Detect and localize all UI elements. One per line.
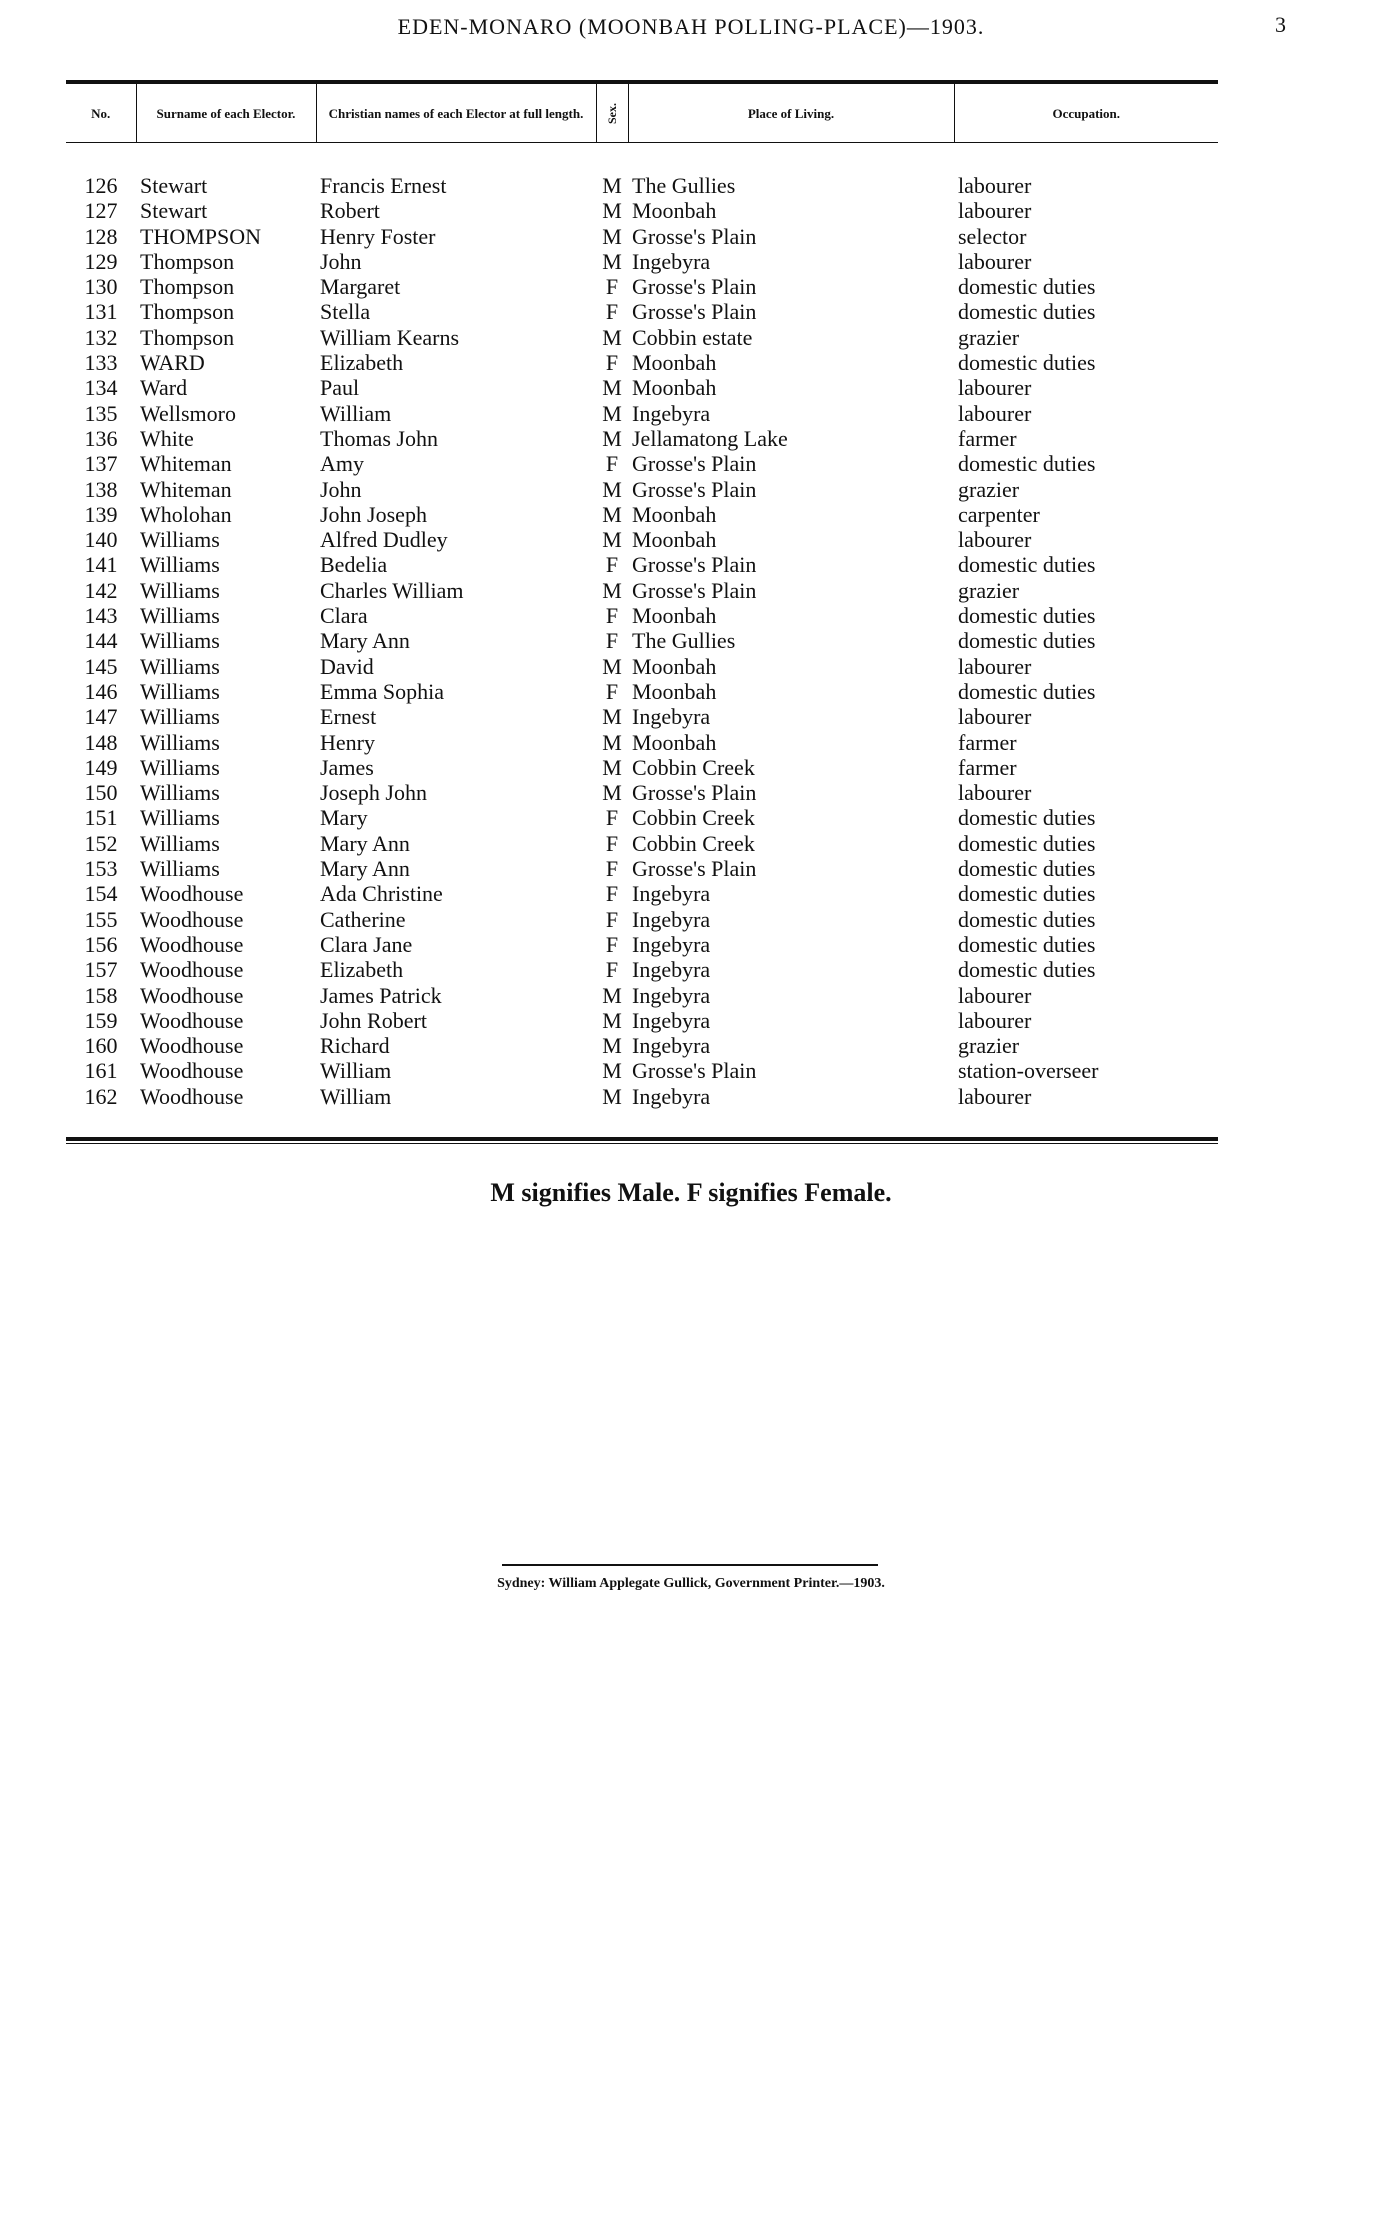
elector-christian-names: Henry Foster bbox=[320, 223, 436, 249]
elector-place-of-living: Cobbin Creek bbox=[632, 805, 755, 831]
elector-place-of-living: Moonbah bbox=[632, 501, 717, 527]
elector-number: 152 bbox=[84, 830, 118, 856]
elector-christian-names: Paul bbox=[320, 375, 360, 401]
elector-number: 140 bbox=[84, 527, 118, 553]
elector-place-of-living: Grosse's Plain bbox=[632, 1058, 757, 1084]
elector-place-of-living: Moonbah bbox=[632, 350, 717, 376]
table-row bbox=[66, 932, 1218, 957]
elector-occupation: domestic duties bbox=[958, 856, 1096, 882]
elector-christian-names: Mary bbox=[320, 805, 368, 831]
elector-place-of-living: Jellamatong Lake bbox=[632, 425, 788, 451]
table-row bbox=[66, 198, 1218, 223]
elector-occupation: labourer bbox=[958, 653, 1032, 679]
table-row bbox=[66, 578, 1218, 603]
elector-number: 149 bbox=[84, 754, 118, 780]
elector-christian-names: John bbox=[320, 476, 362, 502]
elector-number: 162 bbox=[84, 1083, 118, 1109]
elector-surname: Williams bbox=[140, 527, 220, 553]
elector-christian-names: Charles William bbox=[320, 577, 464, 603]
elector-christian-names: Emma Sophia bbox=[320, 678, 445, 704]
table-header-row bbox=[66, 84, 1218, 143]
column-header-occupation: Occupation. bbox=[954, 84, 1218, 143]
electoral-roll bbox=[66, 80, 1218, 1144]
elector-sex: M bbox=[602, 476, 622, 502]
elector-sex: M bbox=[602, 780, 622, 806]
elector-surname: Williams bbox=[140, 552, 220, 578]
table-row bbox=[66, 299, 1218, 324]
elector-surname: WARD bbox=[140, 350, 205, 376]
elector-number: 129 bbox=[84, 248, 118, 274]
elector-number: 138 bbox=[84, 476, 118, 502]
elector-place-of-living: Ingebyra bbox=[632, 400, 711, 426]
elector-place-of-living: Grosse's Plain bbox=[632, 780, 757, 806]
elector-surname: Wholohan bbox=[140, 501, 232, 527]
elector-occupation: labourer bbox=[958, 400, 1032, 426]
elector-occupation: farmer bbox=[958, 729, 1017, 755]
elector-sex: M bbox=[602, 729, 622, 755]
elector-occupation: domestic duties bbox=[958, 678, 1096, 704]
elector-sex: F bbox=[605, 603, 619, 629]
sex-legend-footnote: M signifies Male. F signifies Female. bbox=[490, 1178, 892, 1207]
elector-place-of-living: Grosse's Plain bbox=[632, 451, 757, 477]
elector-christian-names: Catherine bbox=[320, 906, 406, 932]
elector-christian-names: William Kearns bbox=[320, 324, 460, 350]
elector-sex: M bbox=[602, 1083, 622, 1109]
elector-occupation: domestic duties bbox=[958, 628, 1096, 654]
page-title: EDEN-MONARO (MOONBAH POLLING-PLACE)—1903. bbox=[397, 14, 985, 39]
table-row bbox=[66, 401, 1218, 426]
elector-surname: Thompson bbox=[140, 274, 235, 300]
elector-sex: M bbox=[602, 324, 622, 350]
elector-christian-names: Elizabeth bbox=[320, 957, 404, 983]
table-row bbox=[66, 552, 1218, 577]
elector-occupation: domestic duties bbox=[958, 552, 1096, 578]
elector-place-of-living: Ingebyra bbox=[632, 1083, 711, 1109]
elector-number: 146 bbox=[84, 678, 118, 704]
elector-number: 157 bbox=[84, 957, 118, 983]
elector-occupation: grazier bbox=[958, 1033, 1020, 1059]
elector-sex: F bbox=[605, 628, 619, 654]
elector-occupation: labourer bbox=[958, 780, 1032, 806]
elector-place-of-living: Cobbin Creek bbox=[632, 754, 755, 780]
elector-sex: F bbox=[605, 830, 619, 856]
elector-occupation: station-overseer bbox=[958, 1058, 1099, 1084]
table-row bbox=[66, 249, 1218, 274]
table-row bbox=[66, 881, 1218, 906]
elector-sex: F bbox=[605, 350, 619, 376]
elector-number: 135 bbox=[84, 400, 118, 426]
elector-occupation: labourer bbox=[958, 704, 1032, 730]
elector-christian-names: James bbox=[320, 754, 374, 780]
elector-sex: M bbox=[602, 173, 622, 198]
elector-christian-names: Margaret bbox=[320, 274, 401, 300]
elector-occupation: domestic duties bbox=[958, 451, 1096, 477]
elector-surname: Thompson bbox=[140, 248, 235, 274]
table-row bbox=[66, 527, 1218, 552]
elector-occupation: labourer bbox=[958, 1083, 1032, 1109]
elector-christian-names: James Patrick bbox=[320, 982, 442, 1008]
elector-sex: M bbox=[602, 501, 622, 527]
elector-place-of-living: Ingebyra bbox=[632, 704, 711, 730]
elector-place-of-living: Grosse's Plain bbox=[632, 223, 757, 249]
table-row bbox=[66, 173, 1218, 198]
column-header-surname: Surname of each Elector. bbox=[136, 84, 316, 143]
elector-number: 141 bbox=[84, 552, 118, 578]
elector-occupation: labourer bbox=[958, 375, 1032, 401]
elector-surname: Williams bbox=[140, 653, 220, 679]
elector-place-of-living: Grosse's Plain bbox=[632, 299, 757, 325]
elector-number: 147 bbox=[84, 704, 118, 730]
table-row bbox=[66, 983, 1218, 1008]
elector-occupation: domestic duties bbox=[958, 906, 1096, 932]
table-row bbox=[66, 350, 1218, 375]
elector-number: 150 bbox=[84, 780, 118, 806]
elector-christian-names: Clara bbox=[320, 603, 368, 629]
elector-sex: M bbox=[602, 375, 622, 401]
elector-occupation: domestic duties bbox=[958, 603, 1096, 629]
elector-occupation: farmer bbox=[958, 425, 1017, 451]
table-row bbox=[66, 274, 1218, 299]
elector-surname: Williams bbox=[140, 704, 220, 730]
header-separator bbox=[66, 143, 1218, 174]
elector-place-of-living: Ingebyra bbox=[632, 982, 711, 1008]
elector-number: 128 bbox=[84, 223, 118, 249]
elector-number: 132 bbox=[84, 324, 118, 350]
elector-surname: Woodhouse bbox=[140, 982, 244, 1008]
elector-occupation: labourer bbox=[958, 198, 1032, 224]
elector-sex: F bbox=[605, 856, 619, 882]
elector-number: 155 bbox=[84, 906, 118, 932]
elector-number: 144 bbox=[84, 628, 118, 654]
table-row bbox=[66, 325, 1218, 350]
elector-sex: F bbox=[605, 906, 619, 932]
elector-place-of-living: Ingebyra bbox=[632, 931, 711, 957]
elector-surname: THOMPSON bbox=[140, 223, 262, 249]
elector-place-of-living: Ingebyra bbox=[632, 1033, 711, 1059]
elector-occupation: domestic duties bbox=[958, 299, 1096, 325]
table-row bbox=[66, 1008, 1218, 1033]
elector-sex: F bbox=[605, 805, 619, 831]
table-row bbox=[66, 730, 1218, 755]
elector-sex: M bbox=[602, 223, 622, 249]
elector-occupation: labourer bbox=[958, 982, 1032, 1008]
elector-number: 137 bbox=[84, 451, 118, 477]
elector-surname: Woodhouse bbox=[140, 906, 244, 932]
elector-surname: Woodhouse bbox=[140, 881, 244, 907]
elector-christian-names: William bbox=[320, 1058, 392, 1084]
elector-surname: Wellsmoro bbox=[140, 400, 236, 426]
elector-christian-names: Thomas John bbox=[320, 425, 438, 451]
elector-place-of-living: Ingebyra bbox=[632, 1007, 711, 1033]
elector-place-of-living: Moonbah bbox=[632, 678, 717, 704]
elector-christian-names: Joseph John bbox=[320, 780, 427, 806]
elector-number: 154 bbox=[84, 881, 118, 907]
table-bottom-rule-thin bbox=[66, 1143, 1218, 1144]
elector-christian-names: Amy bbox=[320, 451, 364, 477]
elector-number: 161 bbox=[84, 1058, 118, 1084]
elector-surname: Stewart bbox=[140, 198, 208, 224]
table-row bbox=[66, 1084, 1218, 1109]
elector-occupation: domestic duties bbox=[958, 957, 1096, 983]
elector-place-of-living: Moonbah bbox=[632, 375, 717, 401]
page-number: 3 bbox=[1275, 12, 1286, 37]
elector-christian-names: Robert bbox=[320, 198, 380, 224]
elector-sex: M bbox=[602, 527, 622, 553]
elector-christian-names: Mary Ann bbox=[320, 628, 410, 654]
table-row bbox=[66, 654, 1218, 679]
elector-sex: M bbox=[602, 1058, 622, 1084]
elector-christian-names: Stella bbox=[320, 299, 371, 325]
elector-place-of-living: Cobbin Creek bbox=[632, 830, 755, 856]
elector-christian-names: Clara Jane bbox=[320, 931, 413, 957]
elector-place-of-living: Moonbah bbox=[632, 198, 717, 224]
elector-place-of-living: Ingebyra bbox=[632, 906, 711, 932]
elector-christian-names: Ernest bbox=[320, 704, 377, 730]
elector-sex: F bbox=[605, 274, 619, 300]
elector-occupation: labourer bbox=[958, 173, 1032, 198]
elector-place-of-living: The Gullies bbox=[632, 173, 736, 198]
elector-number: 139 bbox=[84, 501, 118, 527]
elector-christian-names: John Robert bbox=[320, 1007, 427, 1033]
table-row bbox=[66, 805, 1218, 830]
elector-sex: F bbox=[605, 552, 619, 578]
sex-header-label: Sex. bbox=[604, 103, 619, 124]
elector-occupation: domestic duties bbox=[958, 830, 1096, 856]
elector-sex: M bbox=[602, 982, 622, 1008]
elector-surname: Woodhouse bbox=[140, 1083, 244, 1109]
elector-number: 153 bbox=[84, 856, 118, 882]
elector-number: 142 bbox=[84, 577, 118, 603]
elector-number: 126 bbox=[84, 173, 118, 198]
elector-sex: M bbox=[602, 400, 622, 426]
elector-surname: Whiteman bbox=[140, 476, 232, 502]
elector-sex: M bbox=[602, 1033, 622, 1059]
elector-christian-names: Mary Ann bbox=[320, 830, 410, 856]
elector-occupation: labourer bbox=[958, 527, 1032, 553]
elector-surname: Williams bbox=[140, 729, 220, 755]
elector-number: 134 bbox=[84, 375, 118, 401]
elector-occupation: domestic duties bbox=[958, 881, 1096, 907]
elector-number: 136 bbox=[84, 425, 118, 451]
elector-surname: Whiteman bbox=[140, 451, 232, 477]
elector-christian-names: John bbox=[320, 248, 362, 274]
table-row bbox=[66, 628, 1218, 653]
elector-occupation: domestic duties bbox=[958, 805, 1096, 831]
elector-sex: M bbox=[602, 704, 622, 730]
elector-sex: M bbox=[602, 653, 622, 679]
elector-number: 148 bbox=[84, 729, 118, 755]
elector-surname: Woodhouse bbox=[140, 931, 244, 957]
elector-sex: F bbox=[605, 299, 619, 325]
table-row bbox=[66, 426, 1218, 451]
table-row bbox=[66, 451, 1218, 476]
table-row bbox=[66, 907, 1218, 932]
elector-place-of-living: Ingebyra bbox=[632, 957, 711, 983]
elector-christian-names: Francis Ernest bbox=[320, 173, 447, 198]
elector-sex: F bbox=[605, 881, 619, 907]
elector-surname: Woodhouse bbox=[140, 1007, 244, 1033]
elector-number: 143 bbox=[84, 603, 118, 629]
elector-surname: Woodhouse bbox=[140, 957, 244, 983]
elector-surname: Williams bbox=[140, 577, 220, 603]
elector-place-of-living: Grosse's Plain bbox=[632, 274, 757, 300]
elector-place-of-living: Grosse's Plain bbox=[632, 476, 757, 502]
elector-surname: Williams bbox=[140, 754, 220, 780]
elector-sex: M bbox=[602, 577, 622, 603]
table-row bbox=[66, 1058, 1218, 1083]
elector-occupation: labourer bbox=[958, 248, 1032, 274]
table-row bbox=[66, 224, 1218, 249]
elector-christian-names: Henry bbox=[320, 729, 375, 755]
elector-christian-names: Elizabeth bbox=[320, 350, 404, 376]
elector-sex: M bbox=[602, 248, 622, 274]
elector-surname: Ward bbox=[140, 375, 188, 401]
column-header-no: No. bbox=[91, 105, 111, 121]
elector-place-of-living: Moonbah bbox=[632, 527, 717, 553]
elector-number: 145 bbox=[84, 653, 118, 679]
elector-occupation: domestic duties bbox=[958, 274, 1096, 300]
elector-surname: Thompson bbox=[140, 324, 235, 350]
elector-christian-names: Mary Ann bbox=[320, 856, 410, 882]
elector-christian-names: Richard bbox=[320, 1033, 390, 1059]
elector-occupation: grazier bbox=[958, 324, 1020, 350]
imprint-rule bbox=[502, 1564, 878, 1566]
elector-place-of-living: Grosse's Plain bbox=[632, 856, 757, 882]
elector-christian-names: Bedelia bbox=[320, 552, 388, 578]
elector-number: 156 bbox=[84, 931, 118, 957]
elector-surname: Williams bbox=[140, 805, 220, 831]
elector-place-of-living: Cobbin estate bbox=[632, 324, 753, 350]
elector-occupation: domestic duties bbox=[958, 350, 1096, 376]
table-row bbox=[66, 375, 1218, 400]
elector-number: 151 bbox=[84, 805, 118, 831]
elector-surname: Williams bbox=[140, 628, 220, 654]
table-row bbox=[66, 856, 1218, 881]
elector-place-of-living: Moonbah bbox=[632, 729, 717, 755]
elector-sex: F bbox=[605, 957, 619, 983]
elector-occupation: selector bbox=[958, 223, 1027, 249]
elector-surname: Williams bbox=[140, 830, 220, 856]
elector-sex: M bbox=[602, 1007, 622, 1033]
table-row bbox=[66, 1033, 1218, 1058]
elector-occupation: labourer bbox=[958, 1007, 1032, 1033]
elector-occupation: carpenter bbox=[958, 501, 1040, 527]
elector-number: 130 bbox=[84, 274, 118, 300]
elector-place-of-living: Ingebyra bbox=[632, 881, 711, 907]
elector-number: 127 bbox=[84, 198, 118, 224]
elector-christian-names: John Joseph bbox=[320, 501, 427, 527]
elector-christian-names: William bbox=[320, 1083, 392, 1109]
table-row bbox=[66, 831, 1218, 856]
elector-number: 160 bbox=[84, 1033, 118, 1059]
elector-occupation: grazier bbox=[958, 577, 1020, 603]
table-row bbox=[66, 755, 1218, 780]
table-row bbox=[66, 704, 1218, 729]
elector-place-of-living: The Gullies bbox=[632, 628, 736, 654]
table-row bbox=[66, 603, 1218, 628]
column-header-christian-names: Christian names of each Elector at full length. bbox=[316, 84, 596, 143]
elector-place-of-living: Moonbah bbox=[632, 653, 717, 679]
elector-christian-names: David bbox=[320, 653, 374, 679]
elector-christian-names: Alfred Dudley bbox=[320, 527, 448, 553]
elector-surname: Woodhouse bbox=[140, 1058, 244, 1084]
elector-number: 158 bbox=[84, 982, 118, 1008]
table-row bbox=[66, 780, 1218, 805]
elector-surname: Stewart bbox=[140, 173, 208, 198]
elector-occupation: domestic duties bbox=[958, 931, 1096, 957]
elector-sex: M bbox=[602, 198, 622, 224]
elector-christian-names: Ada Christine bbox=[320, 881, 443, 907]
table-row bbox=[66, 957, 1218, 982]
elector-sex: F bbox=[605, 451, 619, 477]
elector-occupation: farmer bbox=[958, 754, 1017, 780]
elector-number: 131 bbox=[84, 299, 118, 325]
printer-imprint: Sydney: William Applegate Gullick, Government Printer.—1903. bbox=[497, 1576, 885, 1591]
elector-number: 133 bbox=[84, 350, 118, 376]
elector-surname: Williams bbox=[140, 678, 220, 704]
elector-occupation: grazier bbox=[958, 476, 1020, 502]
elector-sex: F bbox=[605, 678, 619, 704]
elector-place-of-living: Grosse's Plain bbox=[632, 577, 757, 603]
elector-surname: Thompson bbox=[140, 299, 235, 325]
elector-sex: M bbox=[602, 754, 622, 780]
column-header-place: Place of Living. bbox=[628, 84, 954, 143]
elector-place-of-living: Ingebyra bbox=[632, 248, 711, 274]
elector-sex: M bbox=[602, 425, 622, 451]
elector-surname: Williams bbox=[140, 856, 220, 882]
electoral-roll-table bbox=[66, 84, 1218, 1109]
elector-surname: Williams bbox=[140, 780, 220, 806]
table-row bbox=[66, 502, 1218, 527]
column-header-sex bbox=[596, 84, 628, 143]
table-row bbox=[66, 679, 1218, 704]
elector-christian-names: William bbox=[320, 400, 392, 426]
elector-surname: White bbox=[140, 425, 194, 451]
elector-number: 159 bbox=[84, 1007, 118, 1033]
elector-surname: Williams bbox=[140, 603, 220, 629]
table-row bbox=[66, 477, 1218, 502]
elector-sex: F bbox=[605, 931, 619, 957]
elector-place-of-living: Grosse's Plain bbox=[632, 552, 757, 578]
elector-place-of-living: Moonbah bbox=[632, 603, 717, 629]
elector-surname: Woodhouse bbox=[140, 1033, 244, 1059]
